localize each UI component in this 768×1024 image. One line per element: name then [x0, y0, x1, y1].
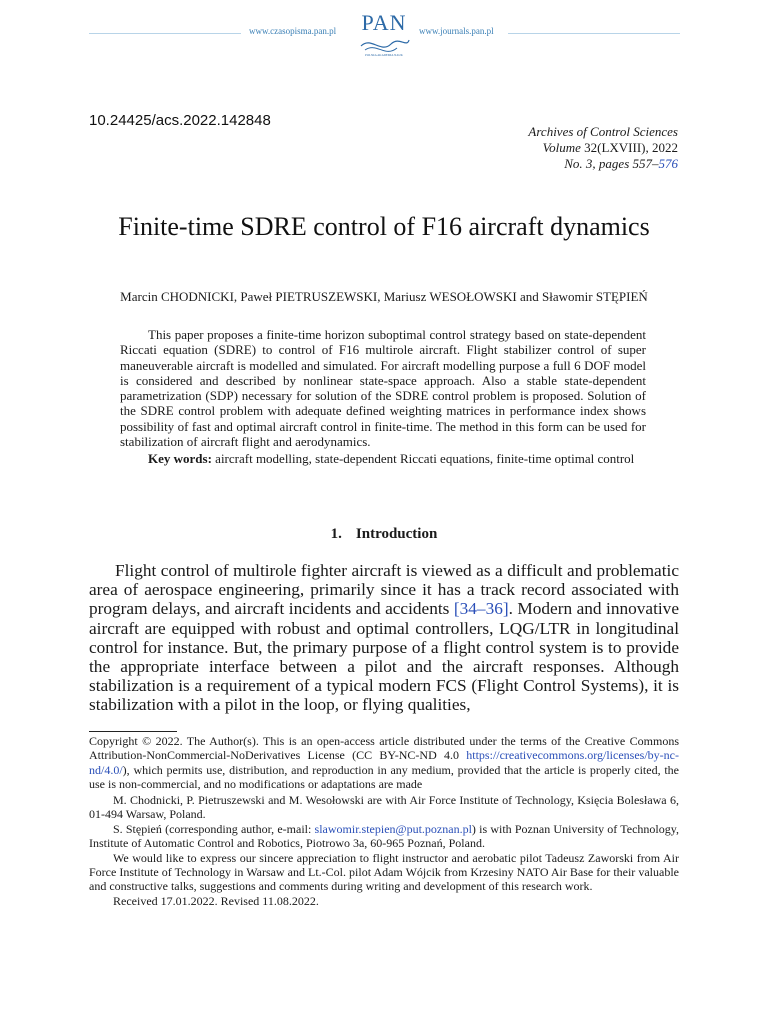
issue-pages: No. 3, pages 557– [564, 156, 659, 171]
keywords-text: aircraft modelling, state-dependent Riccati equations, finite-time optimal control [215, 451, 635, 467]
volume-value: 32(LXVIII), 2022 [584, 140, 678, 155]
abstract [120, 327, 646, 467]
abstract-text: This paper proposes a finite-time horizon suboptimal control strategy based on state-dependent Riccati equation (SDRE) to control of F16 multirole aircraft. Flight stabilizer control of super maneuverable aircraft is modelled and simulated. For aircraft modelling purpose a full 6 DOF model is considered and described by nonlinear state-space approach. Also a stable state-dependent parametrization (SDP) necessary for solution of the SDRE control problem is proposed. Solution of the SDRE control problem with adequate defined weighting matrices in performance index shows possibility of fast and optimal aircraft control in finite-time. The method in this form can be used for stabilization of aircraft flight and aerodynamics. [120, 327, 646, 450]
authors: Marcin CHODNICKI, Paweł PIETRUSZEWSKI, Mariusz WESOŁOWSKI and Sławomir STĘPIEŃ [120, 289, 648, 304]
section-number: 1. [330, 526, 342, 542]
affiliation-2 [89, 822, 679, 851]
affiliation-2-start: S. Stępień (corresponding author, e-mail: [113, 821, 315, 836]
copyright-start: Copyright © 2022. The Author(s). This is an open-access article distributed under the terms of the Creative Commons Attribution-NonCommercial-NoDerivatives License (CC BY-NC-ND 4.0 [89, 734, 679, 763]
footnote-rule [89, 731, 177, 732]
header-right-link[interactable]: www.journals.pan.pl [419, 26, 494, 36]
intro-paragraph [89, 561, 679, 715]
copyright-end: ), which permits use, distribution, and reproduction in any medium, provided that the article is properly cited, the use is non-commercial, and no modifications or adaptations are made [89, 762, 679, 792]
license-link[interactable]: https://creativecommons.org/licenses/by-nc-nd/4.0/ [89, 748, 679, 777]
last-page-link[interactable]: 576 [658, 156, 678, 171]
pan-logo-subtitle: POLSKA AKADEMIA NAUK [365, 53, 403, 57]
pan-logo-text: PAN [361, 10, 407, 35]
paper-title: Finite-time SDRE control of F16 aircraft dynamics [118, 212, 650, 241]
section-title: Introduction [355, 526, 438, 542]
acknowledgement: We would like to express our sincere appreciation to flight instructor and aerobatic pilot Tadeusz Zaworski from Air Force Institute of Technology in Warsaw and Lt.-Col. pilot Adam Wójcik from Krzesiny NATO Air Base for their valuable and constructive talks, suggestions and comments during writing and development of this research work. [89, 850, 679, 894]
journal-volume [528, 140, 678, 156]
email-link[interactable]: slawomir.stepien@put.poznan.pl [314, 821, 472, 836]
keywords-label: Key words: [148, 451, 212, 467]
header-left-link[interactable]: www.czasopisma.pan.pl [249, 26, 337, 36]
citation-close-bracket: ] [502, 599, 509, 619]
intro-text-end: . Modern and innovative aircraft are equipped with robust and optimal controllers, LQG/LTR in longitudinal control for instance. But, the primary purpose of a flight control system is to provide the appropriate interface between a pilot and the aircraft responses. Although stabilization is a requirement of a typical modern FCS (Flight Control Systems), it is stabilization with a pilot in the loop, or flying qualities, [89, 599, 679, 715]
received-dates: Received 17.01.2022. Revised 11.08.2022. [113, 893, 319, 908]
volume-label: Volume [542, 140, 581, 155]
header-rule-left [89, 33, 241, 34]
body-text [89, 561, 679, 715]
journal-issue [528, 156, 678, 172]
copyright-footnote [89, 734, 679, 792]
affiliation-2-end: ) is with Poznan University of Technology, Institute of Automatic Control and Robotics, Piotrowo 3a, 60-965 Poznań, Poland. [89, 821, 679, 851]
copyright-text [89, 734, 679, 792]
doi: 10.24425/acs.2022.142848 [89, 112, 271, 129]
section-heading [0, 526, 768, 543]
journal-info [528, 124, 678, 172]
keywords [120, 451, 646, 466]
affiliation-footnotes [89, 793, 679, 908]
affiliation-1: M. Chodnicki, P. Pietruszewski and M. Wesołowski are with Air Force Institute of Technology, Księcia Bolesława 6, 01-494 Warsaw, Poland. [89, 793, 679, 822]
citation-range: 34–36 [459, 599, 503, 619]
header-rule-right [508, 33, 680, 34]
citation-link[interactable] [454, 599, 509, 618]
pan-logo [353, 10, 415, 60]
intro-text-start: Flight control of multirole fighter aircraft is viewed as a difficult and problematic area of aerospace engineering, primarily since it has a track record associated with program delays, and aircraft incidents and accidents [89, 561, 679, 619]
citation-open-bracket: [ [453, 599, 460, 619]
journal-name: Archives of Control Sciences [528, 124, 678, 139]
